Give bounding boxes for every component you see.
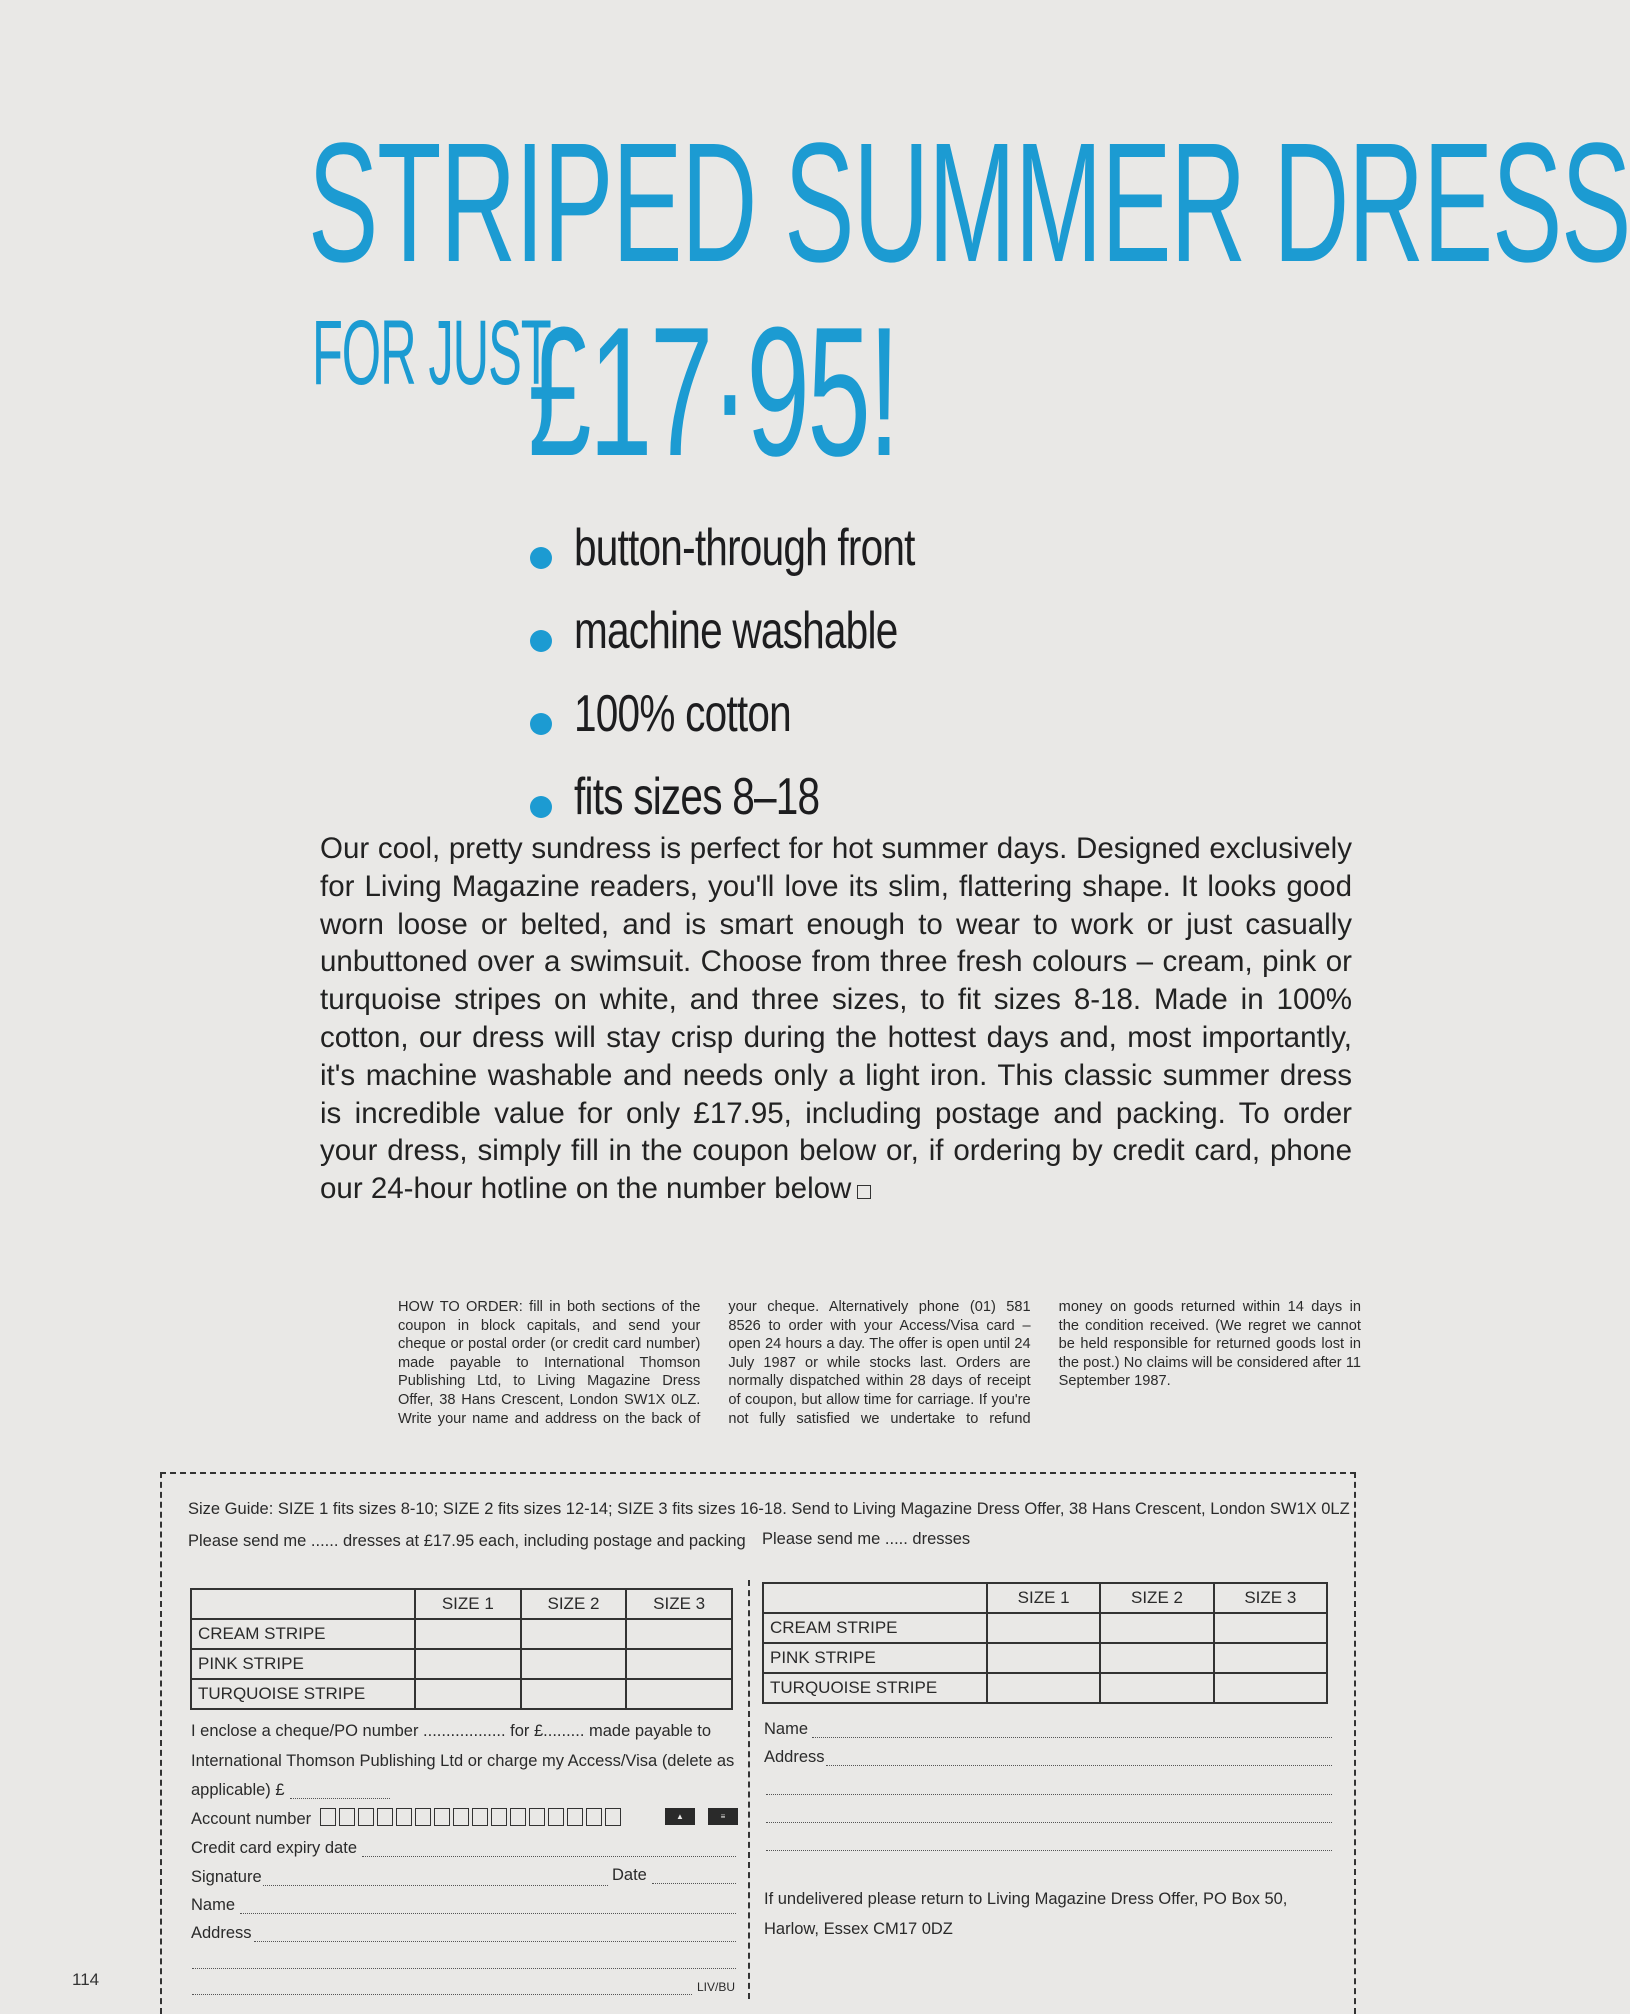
date-field[interactable] [652, 1883, 736, 1884]
qty-cell[interactable] [415, 1619, 521, 1649]
qty-cell[interactable] [626, 1649, 732, 1679]
order-coupon [160, 1472, 1356, 2014]
coupon-divider [748, 1580, 750, 1999]
address-field-left-2[interactable] [192, 1968, 736, 1969]
row-label: TURQUOISE STRIPE [763, 1673, 987, 1703]
feature-text: fits sizes 8–18 [574, 767, 820, 826]
digit-box[interactable] [358, 1808, 374, 1826]
body-copy-text: Our cool, pretty sundress is perfect for hot summer days. Designed exclusively for Living Magazine readers, you'll love its slim, flattering shape. It looks good worn loose or belted, and is smart enough to wear to work or just casually unbuttoned over a swimsuit. Choose from three fresh colours – cream, pink or turquoise stripes on white, and three sizes, to fit sizes 8-18. Made in 100% cotton, our dress will stay crisp during the hottest days and, most importantly, it's machine washable and needs only a light iron. This classic summer dress is incredible value for only £17.95, including postage and packing. To order your dress, simply fill in the coupon below or, if ordering by credit card, phone our 24-hour hotline on the number below [320, 832, 1352, 1206]
expiry-field[interactable] [362, 1856, 736, 1857]
bullet-icon [530, 547, 552, 569]
please-send-right: Please send me ..... dresses [762, 1530, 971, 1548]
row-label: PINK STRIPE [191, 1649, 415, 1679]
address-field-right-2[interactable] [766, 1794, 1332, 1795]
digit-box[interactable] [472, 1808, 488, 1826]
address-field-right-4[interactable] [766, 1850, 1332, 1851]
qty-cell[interactable] [415, 1679, 521, 1709]
qty-cell[interactable] [626, 1619, 732, 1649]
bullet-icon [530, 796, 552, 818]
qty-cell[interactable] [1214, 1613, 1327, 1643]
digit-box[interactable] [567, 1808, 583, 1826]
table-corner [763, 1583, 987, 1613]
address-field-right[interactable] [826, 1765, 1332, 1766]
account-number-input[interactable] [320, 1808, 624, 1826]
return-line-1: If undelivered please return to Living Magazine Dress Offer, PO Box 50, [764, 1890, 1288, 1908]
digit-box[interactable] [320, 1808, 336, 1826]
bullet-icon [530, 713, 552, 735]
bullet-icon [530, 630, 552, 652]
size-header: SIZE 1 [987, 1583, 1100, 1613]
signature-field[interactable] [263, 1885, 608, 1886]
table-row [763, 1673, 1327, 1703]
feature-text: button-through front [574, 518, 915, 577]
visa-card-icon: ≡ [708, 1808, 738, 1825]
digit-box[interactable] [396, 1808, 412, 1826]
qty-cell[interactable] [987, 1613, 1100, 1643]
cheque-line-1: I enclose a cheque/PO number .................. for £......... made payable to [191, 1722, 712, 1740]
table-row [191, 1649, 732, 1679]
qty-cell[interactable] [987, 1673, 1100, 1703]
digit-box[interactable] [415, 1808, 431, 1826]
digit-box[interactable] [529, 1808, 545, 1826]
account-number-label: Account number [191, 1810, 312, 1828]
qty-cell[interactable] [1100, 1643, 1213, 1673]
address-label-right: Address [764, 1748, 825, 1766]
name-field-right[interactable] [812, 1737, 1332, 1738]
feature-text: 100% cotton [574, 684, 791, 743]
digit-box[interactable] [453, 1808, 469, 1826]
qty-cell[interactable] [521, 1679, 627, 1709]
feature-item [530, 506, 1130, 589]
feature-item [530, 755, 1130, 838]
access-card-icon: ▲ [665, 1808, 695, 1825]
cheque-line-2: International Thomson Publishing Ltd or charge my Access/Visa (delete as [191, 1752, 735, 1770]
row-label: CREAM STRIPE [191, 1619, 415, 1649]
qty-cell[interactable] [1214, 1673, 1327, 1703]
date-label: Date [612, 1866, 647, 1884]
page-number: 114 [72, 1970, 100, 1989]
body-copy [320, 830, 1352, 1208]
feature-item [530, 672, 1130, 755]
qty-cell[interactable] [1214, 1643, 1327, 1673]
end-mark-icon [857, 1185, 871, 1199]
size-header: SIZE 2 [1100, 1583, 1213, 1613]
headline-price: £17·95! [528, 288, 898, 494]
address-field-left[interactable] [254, 1941, 736, 1942]
qty-cell[interactable] [1100, 1673, 1213, 1703]
digit-box[interactable] [510, 1808, 526, 1826]
digit-box[interactable] [434, 1808, 450, 1826]
how-to-order: HOW TO ORDER: fill in both sections of the coupon in block capitals, and send your cheque or postal order (or credit card number) made payable to International Thomson Publishing Ltd, to Living Magazine Dress Offer, 38 Hans Crescent, London SW1X 0LZ. Write your name and address on the back of your cheque. Alternatively phone (01) 581 8526 to order with your Access/Visa card – open 24 hours a day. The offer is open until 24 July 1987 or while stocks last. Orders are normally dispatched within 28 days of receipt of coupon, but allow time for carriage. If you're not fully satisfied we undertake to refund money on goods returned within 14 days in the condition received. (We regret we cannot be held responsible for returned goods lost in the post.) No claims will be considered after 11 September 1987. [398, 1299, 1361, 1427]
row-label: TURQUOISE STRIPE [191, 1679, 415, 1709]
row-label: PINK STRIPE [763, 1643, 987, 1673]
table-row [763, 1643, 1327, 1673]
cheque-line-3: applicable) £ [191, 1781, 285, 1799]
headline-for-just: FOR JUST [312, 302, 551, 404]
name-label-left: Name [191, 1896, 236, 1914]
qty-cell[interactable] [521, 1619, 627, 1649]
address-field-left-3[interactable] [192, 1994, 692, 1995]
name-field-left[interactable] [240, 1913, 736, 1914]
name-label-right: Name [764, 1720, 809, 1738]
expiry-label: Credit card expiry date [191, 1839, 357, 1857]
size-header: SIZE 1 [415, 1589, 521, 1619]
table-corner [191, 1589, 415, 1619]
digit-box[interactable] [491, 1808, 507, 1826]
qty-cell[interactable] [987, 1643, 1100, 1673]
size-table-right [762, 1582, 1328, 1704]
size-header: SIZE 3 [626, 1589, 732, 1619]
feature-list [530, 506, 1130, 838]
address-field-right-3[interactable] [766, 1822, 1332, 1823]
digit-box[interactable] [377, 1808, 393, 1826]
digit-box[interactable] [339, 1808, 355, 1826]
qty-cell[interactable] [521, 1649, 627, 1679]
size-table-left [190, 1588, 733, 1710]
return-line-2: Harlow, Essex CM17 0DZ [764, 1920, 953, 1938]
qty-cell[interactable] [1100, 1613, 1213, 1643]
please-send-left: Please send me ...... dresses at £17.95 each, including postage and packing [188, 1532, 746, 1550]
digit-box[interactable] [605, 1808, 621, 1826]
size-header: SIZE 2 [521, 1589, 627, 1619]
qty-cell[interactable] [626, 1679, 732, 1709]
coupon-code: LIV/BU [697, 1980, 736, 1994]
amount-field[interactable] [290, 1798, 390, 1799]
signature-label: Signature [191, 1868, 262, 1886]
headline-title: STRIPED SUMMER DRESS [308, 108, 1630, 298]
size-header: SIZE 3 [1214, 1583, 1327, 1613]
feature-text: machine washable [574, 601, 898, 660]
row-label: CREAM STRIPE [763, 1613, 987, 1643]
size-guide: Size Guide: SIZE 1 fits sizes 8-10; SIZE 2 fits sizes 12-14; SIZE 3 fits sizes 16-18. Send to Living Magazine Dress Offer, 38 Hans Crescent, London SW1X 0LZ [188, 1500, 1350, 1518]
table-row [763, 1613, 1327, 1643]
digit-box[interactable] [586, 1808, 602, 1826]
table-row [191, 1619, 732, 1649]
address-label-left: Address [191, 1924, 252, 1942]
feature-item [530, 589, 1130, 672]
table-row [191, 1679, 732, 1709]
digit-box[interactable] [548, 1808, 564, 1826]
qty-cell[interactable] [415, 1649, 521, 1679]
